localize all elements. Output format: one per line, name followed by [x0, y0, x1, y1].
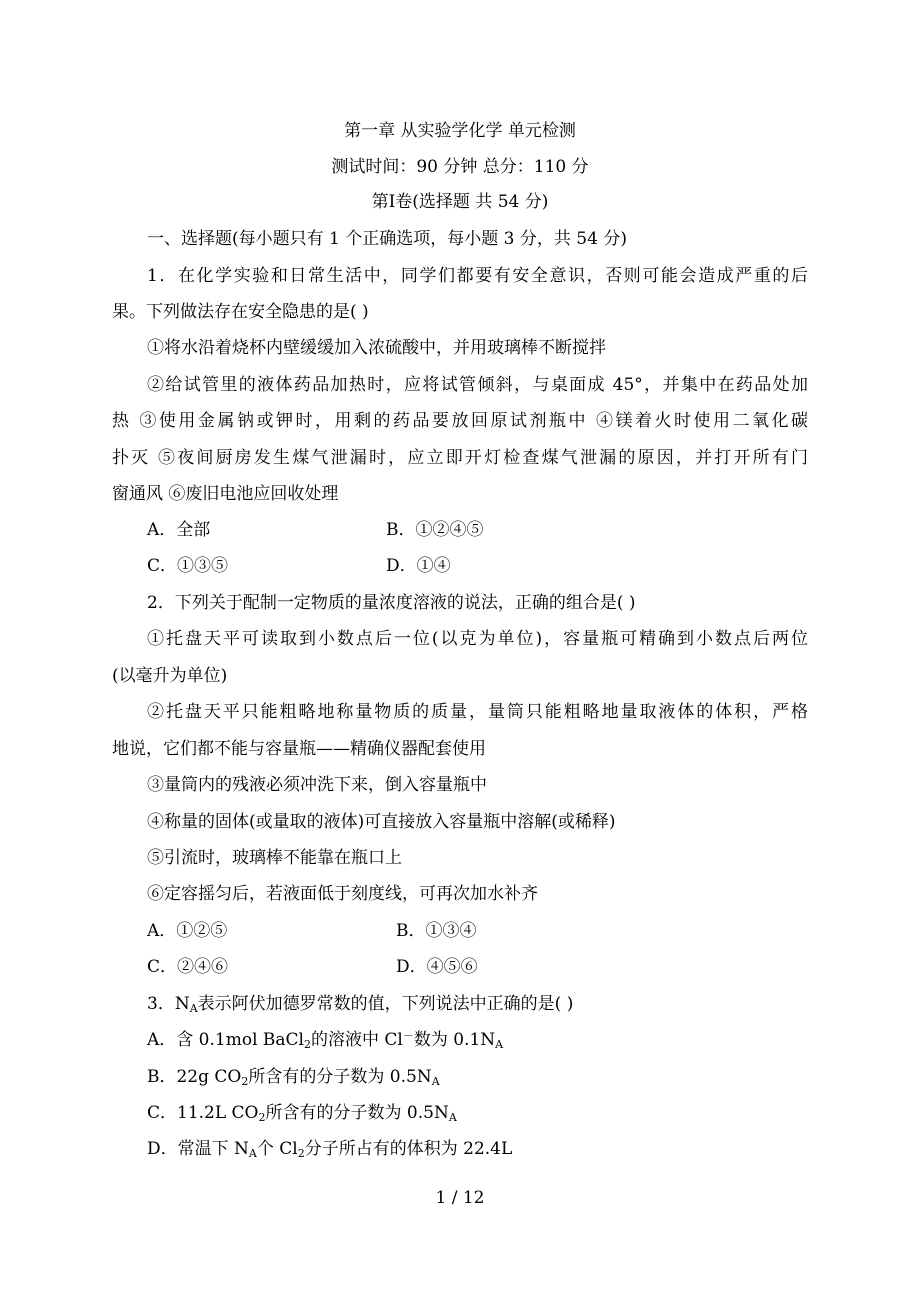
- q1-item2-line2: 热 ③使用金属钠或钾时，用剩的药品要放回原试剂瓶中 ④镁着火时使用二氧化碳: [112, 411, 808, 431]
- q2-item2-line2: 地说，它们都不能与容量瓶——精确仪器配套使用: [112, 739, 486, 759]
- q2-item2-line1: ②托盘天平只能粗略地称量物质的质量，量筒只能粗略地量取液体的体积，严格: [147, 702, 808, 722]
- q3-option-c: C．11.2L $CO_2$所含有的分子数为 $0.5N_A$: [147, 1103, 457, 1124]
- q3-option-a: A．含 0.1mol BaCl$_2$的溶液中 Cl－数为 $0.1N_A$: [147, 1029, 504, 1051]
- q2-item4: ④称量的固体(或量取的液体)可直接放入容量瓶中溶解(或稀释): [147, 812, 616, 832]
- q2-stem: 2．下列关于配制一定物质的量浓度溶液的说法，正确的组合是( ): [147, 593, 636, 613]
- q1-item2-line3: 扑灭 ⑤夜间厨房发生煤气泄漏时，应立即开灯检查煤气泄漏的原因，并打开所有门: [112, 448, 808, 468]
- q3-stem: 3．$N_A$表示阿伏加德罗常数的值，下列说法中正确的是( ): [147, 994, 574, 1015]
- q2-item5: ⑤引流时，玻璃棒不能靠在瓶口上: [147, 848, 402, 868]
- q3-option-d: D．常温下 $N_A$个 $Cl_2$分子所占有的体积为 22.4L: [147, 1139, 513, 1160]
- q2-item1-line1: ①托盘天平可读取到小数点后一位(以克为单位)，容量瓶可精确到小数点后两位: [147, 629, 808, 649]
- q3-option-b: B．22g $CO_2$所含有的分子数为 $0.5N_A$: [147, 1067, 440, 1088]
- q1-item1: ①将水沿着烧杯内壁缓缓加入浓硫酸中，并用玻璃棒不断搅拌: [147, 338, 606, 358]
- q1-item2-line4: 窗通风 ⑥废旧电池应回收处理: [112, 484, 339, 504]
- instructions: 一、选择题(每小题只有 1 个正确选项，每小题 3 分，共 54 分): [147, 229, 627, 249]
- q2-option-d: D．④⑤⑥: [396, 957, 478, 977]
- q1-option-a: A．全部: [147, 520, 211, 540]
- document-title: 第一章 从实验学化学 单元检测: [344, 121, 576, 141]
- q1-option-d: D．①④: [386, 556, 451, 576]
- page-number: 1 / 12: [435, 1188, 485, 1208]
- q2-item6: ⑥定容摇匀后，若液面低于刻度线，可再次加水补齐: [147, 884, 538, 904]
- test-meta: 测试时间：90 分钟 总分：110 分: [331, 157, 589, 177]
- q2-item1-line2: (以毫升为单位): [112, 666, 228, 686]
- q2-option-a: A．①②⑤: [147, 921, 228, 941]
- q2-option-c: C．②④⑥: [147, 957, 229, 977]
- q2-item3: ③量筒内的残液必须冲洗下来，倒入容量瓶中: [147, 775, 487, 795]
- q1-option-c: C．①③⑤: [147, 556, 229, 576]
- q1-item2-line1: ②给试管里的液体药品加热时，应将试管倾斜，与桌面成 45°，并集中在药品处加: [147, 375, 808, 395]
- q1-stem-line1: 1．在化学实验和日常生活中，同学们都要有安全意识，否则可能会造成严重的后: [147, 266, 808, 286]
- q1-stem-line2: 果。下列做法存在安全隐患的是( ): [112, 302, 369, 322]
- q2-option-b: B．①③④: [396, 921, 477, 941]
- q1-option-b: B．①②④⑤: [386, 520, 484, 540]
- section-heading: 第Ⅰ卷(选择题 共 54 分): [371, 192, 549, 212]
